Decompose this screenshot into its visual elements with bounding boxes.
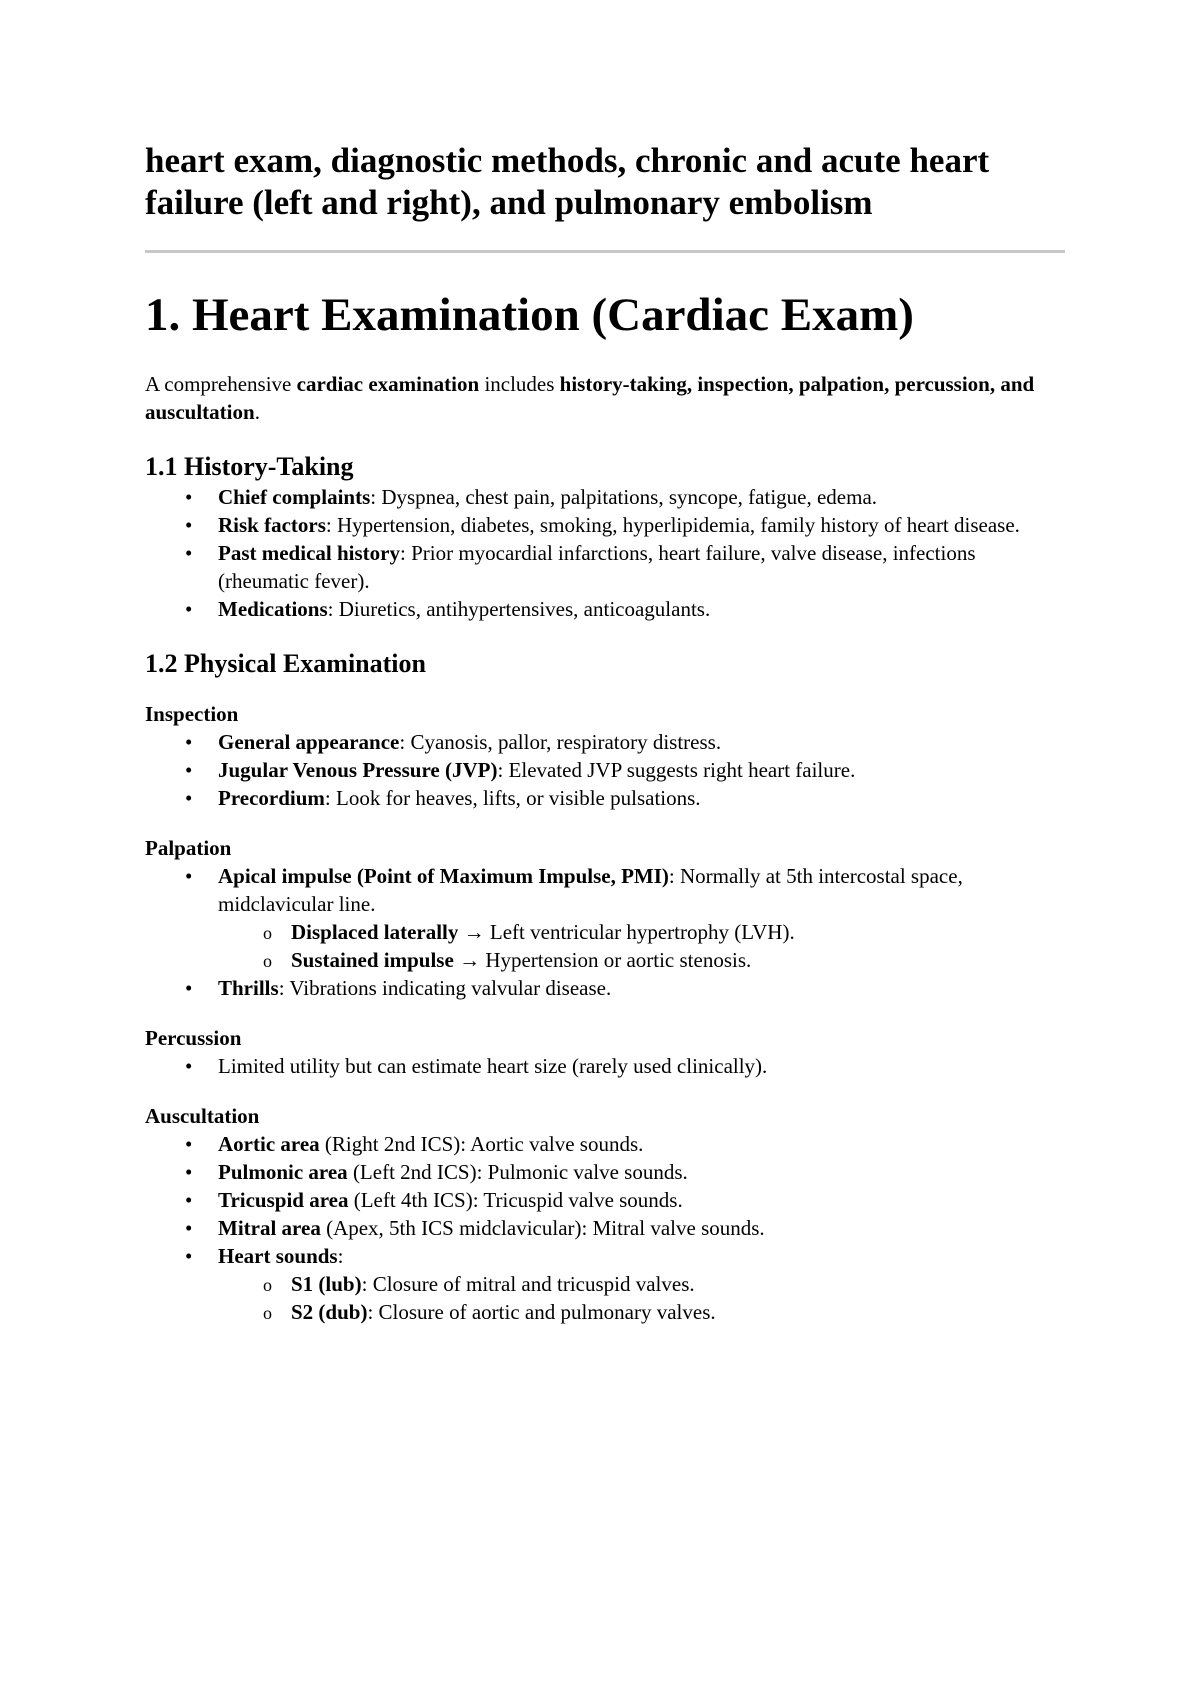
heading-palpation: Palpation <box>145 836 232 860</box>
sublist-item <box>218 918 1065 946</box>
heading-inspection: Inspection <box>145 702 239 726</box>
subsection-heading-physical-examination: 1.2 Physical Examination <box>145 649 426 678</box>
apical-impulse-sublist <box>218 918 1065 974</box>
list-item <box>145 595 1065 623</box>
item-term: Pulmonic area <box>218 1160 348 1184</box>
item-term: Tricuspid area <box>218 1188 349 1212</box>
list-item <box>145 862 1065 974</box>
palpation-list <box>145 862 1065 1002</box>
item-term: Past medical history <box>218 541 400 565</box>
item-term: S1 (lub) <box>291 1272 362 1296</box>
item-term: Medications <box>218 597 328 621</box>
list-item <box>145 483 1065 511</box>
list-item <box>145 539 1065 595</box>
item-text: : Diuretics, antihypertensives, anticoagulants. <box>327 597 711 621</box>
list-item <box>145 756 1065 784</box>
list-item <box>145 974 1065 1002</box>
item-text: (Right 2nd ICS): Aortic valve sounds. <box>319 1132 644 1156</box>
list-item <box>145 1158 1065 1186</box>
list-item <box>145 1186 1065 1214</box>
item-term: Apical impulse (Point of Maximum Impulse, PMI) <box>218 864 669 888</box>
intro-text: . <box>254 400 260 424</box>
inspection-list <box>145 728 1065 812</box>
item-term: S2 (dub) <box>291 1300 368 1324</box>
sublist-item <box>218 1298 1065 1326</box>
list-item: • Limited utility but can estimate heart size (rarely used clinically). <box>145 1052 1065 1080</box>
item-text: : Closure of mitral and tricuspid valves. <box>361 1272 695 1296</box>
item-term: Jugular Venous Pressure (JVP) <box>218 758 498 782</box>
item-text: : Normally at 5th intercostal space, midclavicular line. <box>218 864 963 916</box>
item-text: : Dyspnea, chest pain, palpitations, syncope, fatigue, edema. <box>370 485 878 509</box>
horizontal-rule <box>145 250 1065 253</box>
item-text: : Elevated JVP suggests right heart failure. <box>497 758 856 782</box>
item-term: Thrills <box>218 976 279 1000</box>
list-item <box>145 1242 1065 1326</box>
item-text: : Hypertension, diabetes, smoking, hyperlipidemia, family history of heart disease. <box>325 513 1020 537</box>
subsection-heading-history-taking: 1.1 History-Taking <box>145 452 354 481</box>
item-text: : Prior myocardial infarctions, heart failure, valve disease, infections (rheumatic fever). <box>218 541 976 593</box>
percussion-list <box>145 1052 1065 1080</box>
document-title: heart exam, diagnostic methods, chronic and acute heart failure (left and right), and pulmonary embolism <box>145 141 990 222</box>
heading-percussion: Percussion <box>145 1026 242 1050</box>
intro-paragraph <box>145 370 1065 426</box>
item-text: : <box>337 1244 344 1268</box>
item-text: (Apex, 5th ICS midclavicular): Mitral valve sounds. <box>320 1216 765 1240</box>
intro-bold-term: cardiac examination <box>296 372 480 396</box>
item-term: Risk factors <box>218 513 326 537</box>
heart-sounds-sublist <box>218 1270 1065 1326</box>
list-item <box>145 784 1065 812</box>
history-taking-list <box>145 483 1065 623</box>
section-heading-heart-examination: 1. Heart Examination (Cardiac Exam) <box>145 289 914 341</box>
sublist-item <box>218 946 1065 974</box>
item-term: Aortic area <box>218 1132 320 1156</box>
item-term: Chief complaints <box>218 485 371 509</box>
item-term: Heart sounds <box>218 1244 338 1268</box>
sublist-item <box>218 1270 1065 1298</box>
item-text: : Closure of aortic and pulmonary valves. <box>367 1300 716 1324</box>
document-body <box>145 140 1065 1326</box>
item-term: Displaced laterally <box>291 920 459 944</box>
item-term: Mitral area <box>218 1216 321 1240</box>
list-item <box>145 1214 1065 1242</box>
item-term: General appearance <box>218 730 400 754</box>
item-text: → Left ventricular hypertrophy (LVH). <box>458 920 795 944</box>
item-text: → Hypertension or aortic stenosis. <box>453 948 752 972</box>
item-text: (Left 4th ICS): Tricuspid valve sounds. <box>348 1188 683 1212</box>
list-item <box>145 1130 1065 1158</box>
item-text: : Cyanosis, pallor, respiratory distress. <box>399 730 722 754</box>
item-text: (Left 2nd ICS): Pulmonic valve sounds. <box>347 1160 688 1184</box>
item-term: Sustained impulse <box>291 948 454 972</box>
list-item <box>145 511 1065 539</box>
item-term: Precordium <box>218 786 325 810</box>
auscultation-list <box>145 1130 1065 1326</box>
intro-bold-term: history-taking, inspection, palpation, percussion, and auscultation <box>145 372 1035 424</box>
list-item <box>145 728 1065 756</box>
heading-auscultation: Auscultation <box>145 1104 260 1128</box>
item-text: : Vibrations indicating valvular disease. <box>278 976 612 1000</box>
item-text: : Look for heaves, lifts, or visible pulsations. <box>324 786 701 810</box>
intro-text: includes <box>479 372 560 396</box>
intro-text: A comprehensive <box>145 372 297 396</box>
